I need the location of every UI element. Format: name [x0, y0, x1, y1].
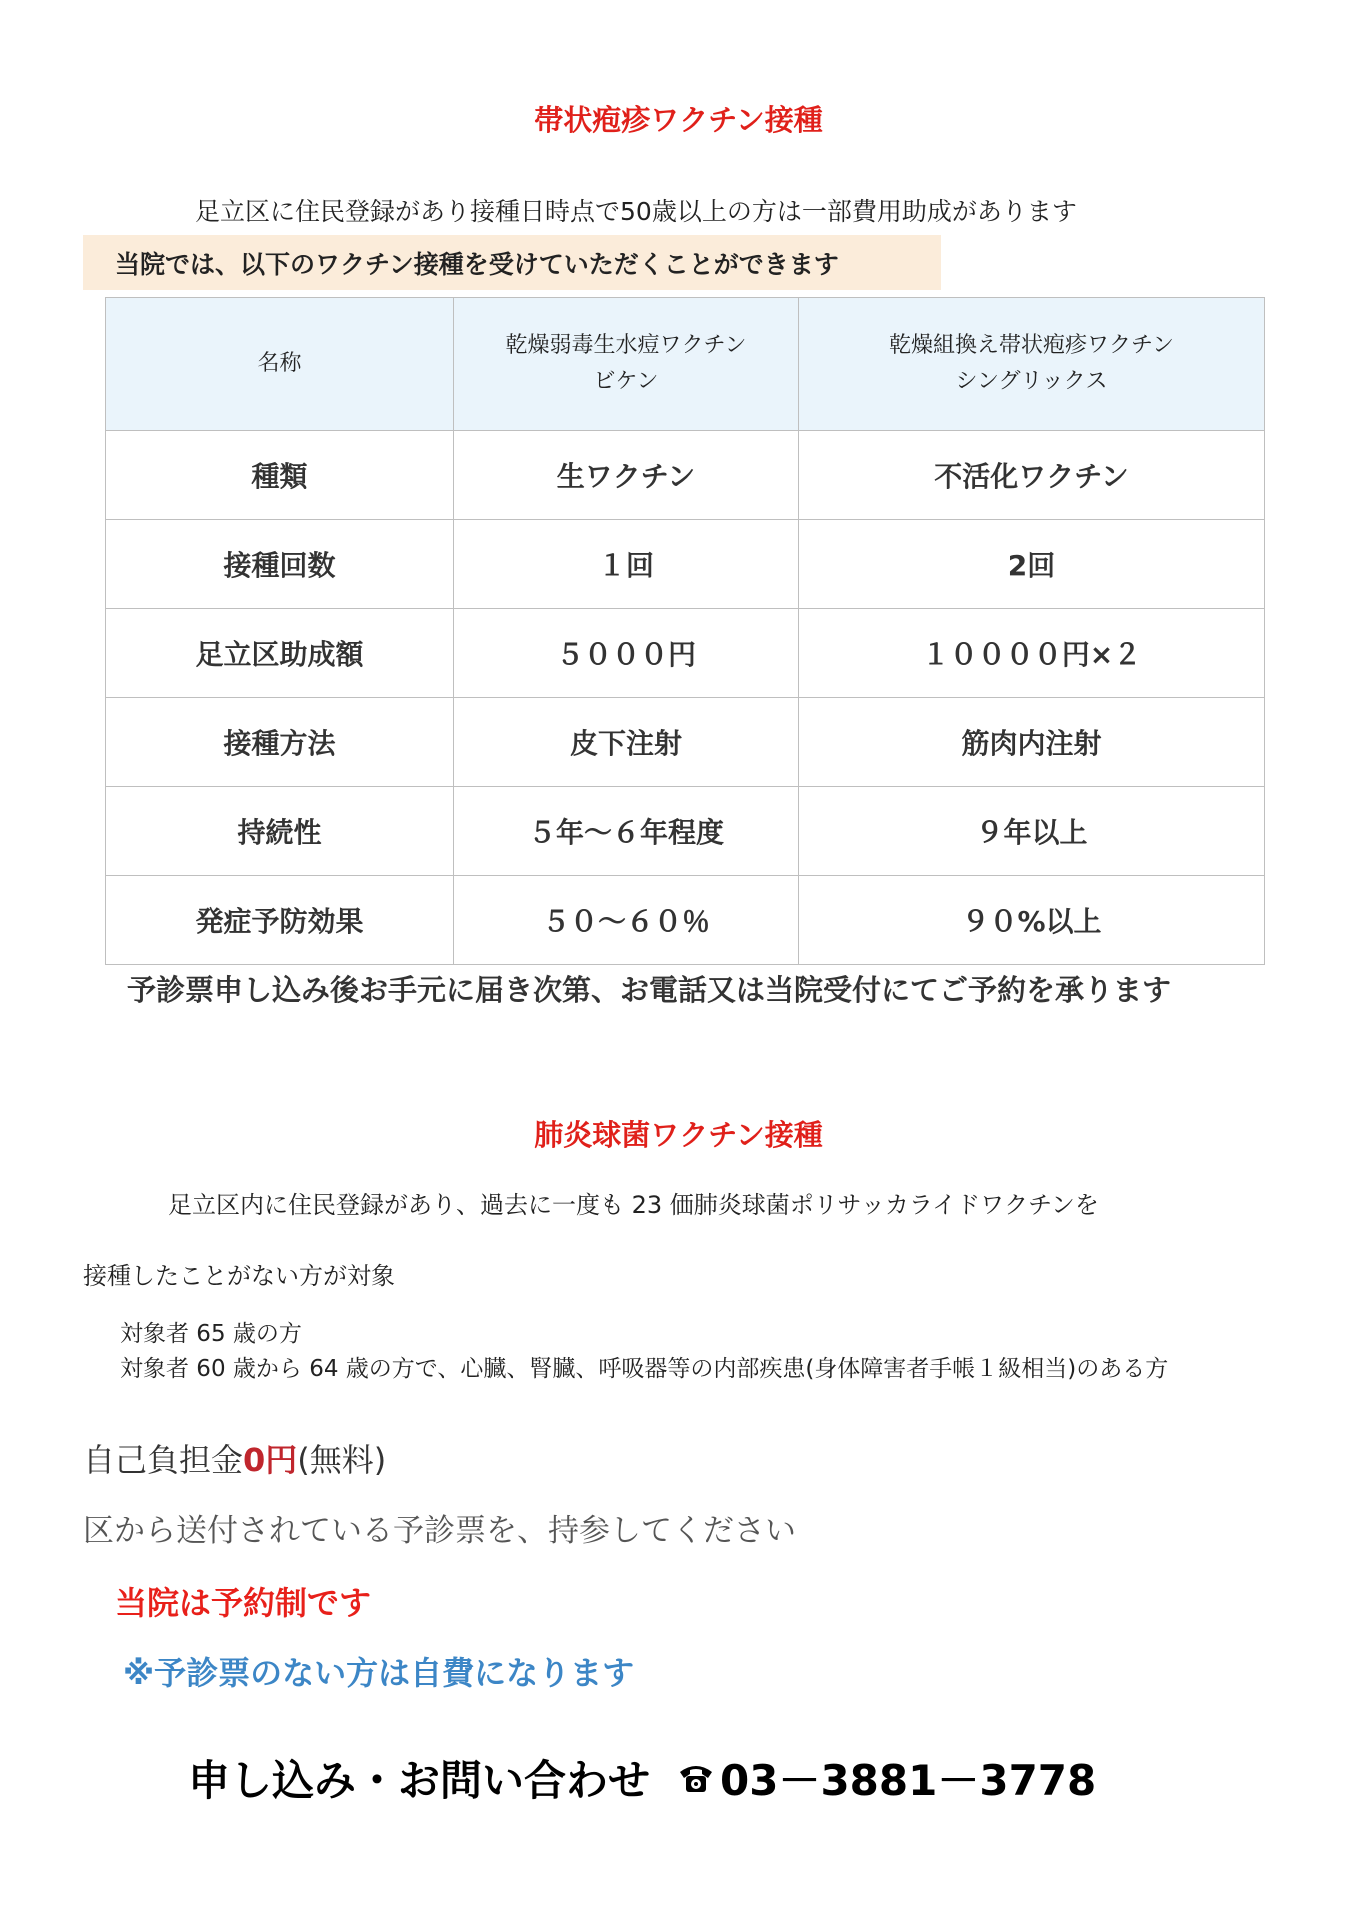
- self-pay-label: 自己負担金: [83, 1441, 244, 1479]
- vaccine2-value: 2回: [799, 520, 1265, 609]
- row-label: 種類: [106, 431, 454, 520]
- vaccine1-value: １回: [454, 520, 799, 609]
- vaccine2-value: ９０%以上: [799, 876, 1265, 965]
- vaccine1-value: ５０～６０％: [454, 876, 799, 965]
- reservation-note: 予診票申し込み後お手元に届き次第、お電話又は当院受付にてご予約を承ります: [127, 973, 1172, 1007]
- self-pay-amount: 0円: [243, 1441, 298, 1479]
- table-row: [106, 609, 1265, 698]
- vaccine2-name: 乾燥組換え帯状疱疹ワクチン: [889, 333, 1174, 358]
- vaccine1-name: 乾燥弱毒生水痘ワクチン: [505, 333, 747, 358]
- header-vaccine2: [799, 298, 1265, 431]
- table-row: [106, 520, 1265, 609]
- vaccine2-value: １００００円×２: [799, 609, 1265, 698]
- pneumo-intro: 足立区内に住民登録があり、過去に一度も 23 価肺炎球菌ポリサッカライドワクチンを: [168, 1191, 1099, 1219]
- header-label: 名称: [106, 298, 454, 431]
- vaccine-comparison-table: [105, 297, 1265, 965]
- row-label: 接種回数: [106, 520, 454, 609]
- no-form-notice: ※予診票のない方は自費になります: [123, 1654, 635, 1692]
- table-row: [106, 431, 1265, 520]
- vaccine1-brand: ビケン: [593, 369, 659, 394]
- reservation-required: 当院は予約制です: [115, 1584, 372, 1622]
- self-pay-line: [83, 1435, 386, 1481]
- pneumo-intro-continued: 接種したことがない方が対象: [83, 1262, 395, 1290]
- row-label: 持続性: [106, 787, 454, 876]
- vaccine2-value: 不活化ワクチン: [799, 431, 1265, 520]
- contact-label: 申し込み・お問い合わせ: [188, 1756, 651, 1805]
- vaccine1-value: 皮下注射: [454, 698, 799, 787]
- row-label: 発症予防効果: [106, 876, 454, 965]
- pneumo-title: 肺炎球菌ワクチン接種: [534, 1118, 823, 1152]
- table-row: [106, 698, 1265, 787]
- shingles-title: 帯状疱疹ワクチン接種: [534, 103, 823, 137]
- table-header-row: [106, 298, 1265, 431]
- table-row: [106, 876, 1265, 965]
- contact-line: [188, 1748, 1096, 1808]
- row-label: 接種方法: [106, 698, 454, 787]
- target-group-2: 対象者 60 歳から 64 歳の方で、心臓、腎臓、呼吸器等の内部疾患(身体障害者手帳１級相当)のある方: [120, 1356, 1169, 1382]
- table-row: [106, 787, 1265, 876]
- vaccine1-value: ５０００円: [454, 609, 799, 698]
- bring-form-note: 区から送付されている予診票を、持参してください: [83, 1513, 796, 1549]
- telephone-icon: [676, 1758, 716, 1798]
- target-group-1: 対象者 65 歳の方: [120, 1321, 302, 1347]
- vaccine2-brand: シングリックス: [955, 369, 1108, 394]
- vaccine2-value: 筋肉内注射: [799, 698, 1265, 787]
- self-pay-note: (無料): [297, 1441, 387, 1479]
- phone-number[interactable]: 03－3881－3778: [720, 1756, 1097, 1805]
- shingles-intro: 足立区に住民登録があり接種日時点で50歳以上の方は一部費用助成があります: [195, 197, 1077, 226]
- header-vaccine1: [454, 298, 799, 431]
- row-label: 足立区助成額: [106, 609, 454, 698]
- vaccine2-value: ９年以上: [799, 787, 1265, 876]
- vaccine1-value: ５年～６年程度: [454, 787, 799, 876]
- banner-text: 当院では、以下のワクチン接種を受けていただくことができます: [115, 250, 839, 279]
- vaccine1-value: 生ワクチン: [454, 431, 799, 520]
